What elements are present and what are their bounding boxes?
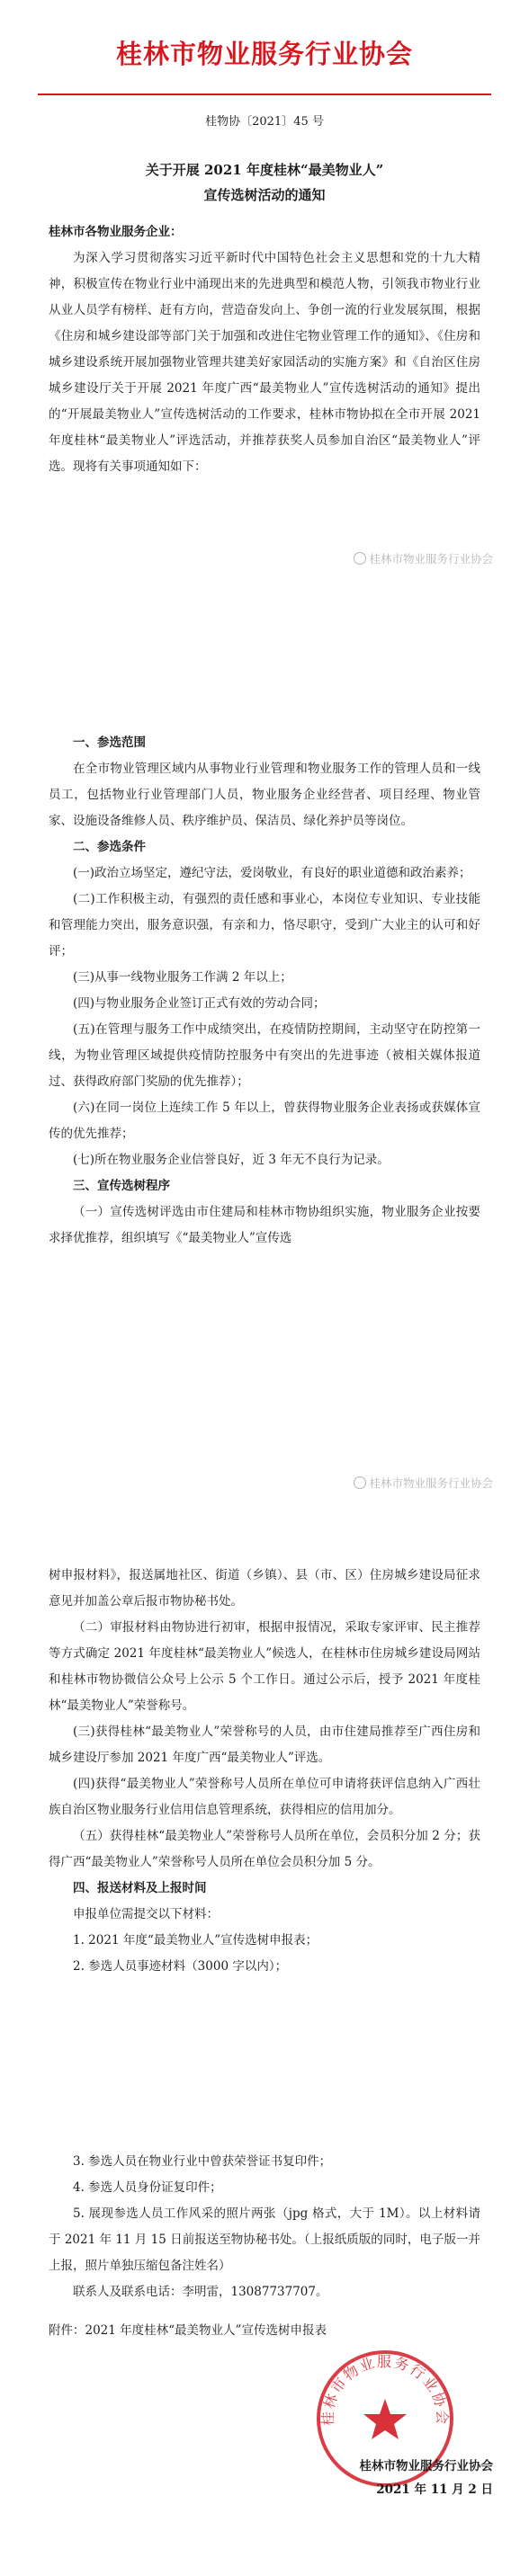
attachment-line: 附件：2021 年度桂林“最美物业人”宣传选树申报表	[49, 2323, 327, 2338]
section2-item: (三)从事一线物业服务工作满 2 年以上；	[73, 970, 292, 985]
section4-item: 申报单位需提交以下材料：	[73, 1907, 219, 1921]
section4-item: 1. 2021 年度“最美物业人”宣传选树申报表；	[73, 1933, 318, 1948]
section4-item: 3. 参选人员在物业行业中曾获荣誉证书复印件；	[73, 2154, 332, 2169]
watermark: 桂林市物业服务行业协会	[354, 550, 493, 566]
salutation: 桂林市各物业服务企业：	[49, 225, 183, 239]
seal-text: 桂林市物业服务行业协会	[318, 2353, 452, 2427]
section2-item: (五)在管理与服务工作中成绩突出，在疫情防控期间，主动坚守在防控第一线，为物业管理区域提供疫情防控服务中有突出的先进事迹（被相关媒体报道过、获得政府部门奖励的优先推荐）；	[49, 1022, 480, 1089]
section3-paragraph: (四)获得“最美物业人”荣誉称号人员所在单位可申请将获评信息纳入广西壮族自治区物业服务行业信用信息管理系统，获得相应的信用加分。	[49, 1777, 480, 1817]
signature-date: 2021 年 11 月 2 日	[376, 2482, 493, 2497]
section1-heading: 一、参选范围	[73, 735, 146, 750]
contact-line: 联系人及联系电话：李明雷，13087737707。	[73, 2285, 328, 2299]
section4-heading: 四、报送材料及上报时间	[73, 1881, 207, 1895]
section3-paragraph: 树申报材料》，报送属地社区、街道（乡镇）、县（市、区）住房城乡建设局征求意见并加盖公章后报市物协秘书处。	[49, 1568, 480, 1609]
notice-title-line2: 宣传选树活动的通知	[203, 187, 326, 203]
section4-item: 2. 参选人员事迹材料（3000 字以内）；	[73, 1959, 288, 1974]
seal-star-icon	[363, 2399, 407, 2439]
section3-paragraph: （二）审报材料由物协进行初审，根据申报情况，采取专家评审、民主推荐等方式确定 2021 年度桂林“最美物业人”候选人，在桂林市住房城乡建设局网站和桂林市物协微信公众号上公示 5 个工作日。通过公示后，授予 2021 年度桂林“最美物业人”荣誉称号。	[49, 1620, 480, 1713]
section-block-3	[49, 2149, 480, 2344]
section2-item: (二)工作积极主动，有强烈的责任感和事业心，本岗位专业知识、专业技能和管理能力突出，服务意识强，有亲和力，恪尽职守，受到广大业主的认可和好评；	[49, 892, 480, 958]
section2-item: (六)在同一岗位上连续工作 5 年以上，曾获得物业服务企业表扬或获媒体宣传的优先推荐；	[49, 1101, 480, 1141]
section2-item: (四)与物业服务企业签订正式有效的劳动合同；	[73, 996, 326, 1011]
watermark-logo-icon	[354, 552, 366, 565]
section-block-2	[49, 1563, 480, 1980]
association-header-title: 桂林市物业服务行业协会	[115, 39, 413, 69]
section3-paragraph: (三)获得桂林“最美物业人”荣誉称号的人员，由市住建局推荐至广西住房和城乡建设厅参加 2021 年度广西“最美物业人”评选。	[49, 1725, 480, 1765]
section4-item: 4. 参选人员身份证复印件；	[73, 2180, 222, 2195]
section4-item: 5. 展现参选人员工作风采的照片两张（jpg 格式，大于 1M）。以上材料请于 2021 年 11 月 15 日前报送至物协秘书处。（上报纸质版的同时，电子版一并上报，照片单独压缩包备注姓名）	[49, 2206, 480, 2273]
document-number: 桂物协〔2021〕45 号	[205, 115, 324, 129]
watermark: 桂林市物业服务行业协会	[354, 1475, 493, 1491]
notice-title-line1: 关于开展 2021 年度桂林“最美物业人”	[145, 162, 384, 178]
intro-block	[49, 219, 480, 480]
section2-item: (七)所在物业服务企业信誉良好，近 3 年无不良行为记录。	[73, 1153, 390, 1167]
section3-paragraph: （五）获得桂林“最美物业人”荣誉称号人员所在单位，会员积分加 2 分；获得广西“最美物业人”荣誉称号人员所在单位会员积分加 5 分。	[49, 1829, 480, 1869]
section1-paragraph: 在全市物业管理区域内从事物业行业管理和物业服务工作的管理人员和一线员工，包括物业行业管理部门人员，物业服务企业经营者、项目经理、物业管家、设施设备维修人员、秩序维护员、保洁员、绿化养护员等岗位。	[49, 762, 480, 828]
section-block-1	[49, 730, 480, 1252]
signature-org: 桂林市物业服务行业协会	[359, 2459, 493, 2473]
watermark-logo-icon	[354, 1476, 366, 1489]
section2-heading: 二、参选条件	[73, 840, 146, 854]
section3-heading: 三、宣传选树程序	[73, 1179, 170, 1193]
signature-block	[286, 2455, 493, 2501]
intro-paragraph: 为深入学习贯彻落实习近平新时代中国特色社会主义思想和党的十九大精神，积极宣传在物业行业中涌现出来的先进典型和模范人物，引领我市物业行业从业人员学有榜样、赶有方向，营造奋发向上、争创一流的行业发展氛围，根据《住房和城乡建设部等部门关于加强和改进住宅物业管理工作的通知》、《住房和城乡建设系统开展加强物业管理共建美好家园活动的实施方案》和《自治区住房城乡建设厅关于开展 2021 年度广西“最美物业人”宣传选树活动的通知》提出的“开展最美物业人”宣传选树活动的工作要求，桂林市物协拟在全市开展 2021 年度桂林“最美物业人”评选活动，并推荐获奖人员参加自治区“最美物业人”评选。现将有关事项通知如下：	[49, 251, 480, 474]
section3-paragraph: （一）宣传选树评选由市住建局和桂林市物协组织实施，物业服务企业按要求择优推荐，组织填写《“最美物业人”宣传选	[49, 1205, 480, 1245]
header-red-rule	[38, 94, 491, 95]
section2-item: (一)政治立场坚定，遵纪守法，爱岗敬业，有良好的职业道德和政治素养；	[73, 866, 471, 880]
